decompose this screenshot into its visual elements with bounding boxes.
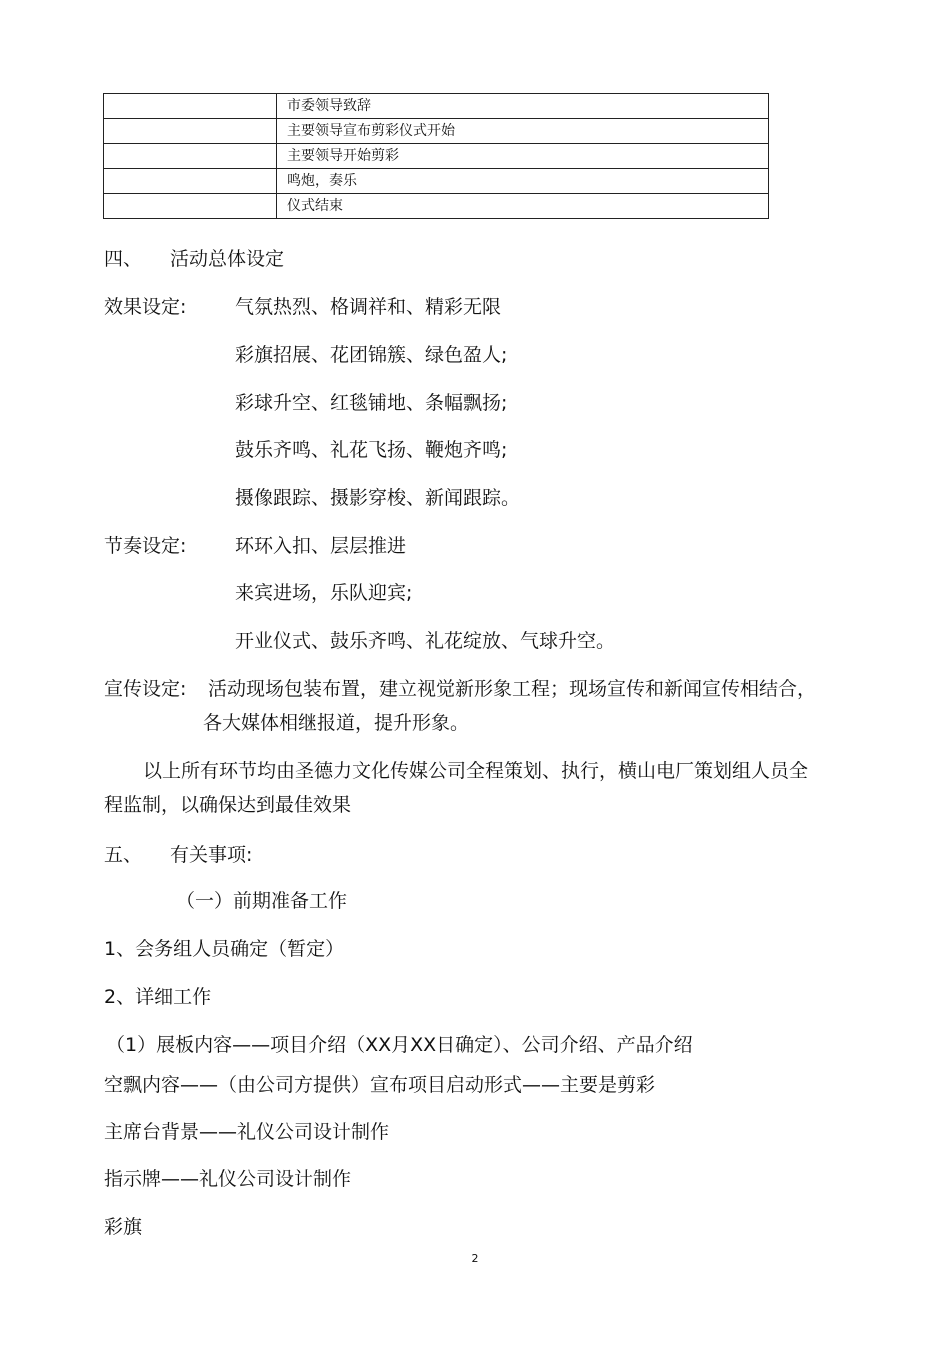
promo-line: 活动现场包装布置，建立视觉新形象工程；现场宣传和新闻宣传相结合， — [208, 678, 817, 700]
effect-line: 摄像跟踪、摄影穿梭、新闻跟踪。 — [235, 487, 521, 509]
schedule-table — [103, 93, 769, 219]
detail-line: 彩旗 — [104, 1216, 143, 1238]
promo-line: 各大媒体相继报道，提升形象。 — [203, 712, 470, 734]
section4-title: 活动总体设定 — [170, 248, 285, 270]
table-cell-empty — [104, 194, 277, 219]
detail-line: （1）展板内容——项目介绍（XX月XX日确定）、公司介绍、产品介绍 — [106, 1034, 693, 1056]
rhythm-line: 开业仪式、鼓乐齐鸣、礼花绽放、气球升空。 — [235, 630, 616, 652]
promo-label: 宣传设定: — [104, 678, 187, 700]
summary-line: 程监制，以确保达到最佳效果 — [104, 794, 352, 816]
detail-line: 空飘内容——（由公司方提供）宣布项目启动形式——主要是剪彩 — [104, 1074, 656, 1096]
table-cell-empty — [104, 169, 277, 194]
effect-line: 鼓乐齐鸣、礼花飞扬、鞭炮齐鸣; — [235, 439, 508, 461]
list-item: 2、详细工作 — [104, 986, 212, 1008]
effect-line: 彩旗招展、花团锦簇、绿色盈人; — [235, 344, 508, 366]
sub-heading: （一）前期准备工作 — [176, 890, 348, 912]
table-cell-item: 主要领导开始剪彩 — [277, 144, 769, 169]
detail-line: 主席台背景——礼仪公司设计制作 — [104, 1121, 390, 1143]
list-item: 1、会务组人员确定（暂定） — [104, 938, 345, 960]
table-row — [104, 119, 769, 144]
table-cell-empty — [104, 94, 277, 119]
section5-title: 有关事项: — [170, 844, 253, 866]
table-row — [104, 194, 769, 219]
detail-line: 指示牌——礼仪公司设计制作 — [104, 1168, 352, 1190]
page-number: 2 — [471, 1252, 479, 1265]
table-row — [104, 144, 769, 169]
table-row — [104, 169, 769, 194]
effect-label: 效果设定: — [104, 296, 187, 318]
section4-number: 四、 — [104, 248, 143, 270]
summary-line: 以上所有环节均由圣德力文化传媒公司全程策划、执行，横山电厂策划组人员全 — [143, 760, 809, 782]
rhythm-label: 节奏设定: — [104, 535, 187, 557]
rhythm-line: 环环入扣、层层推进 — [235, 535, 407, 557]
table-cell-item: 主要领导宣布剪彩仪式开始 — [277, 119, 769, 144]
table-cell-item: 鸣炮，奏乐 — [277, 169, 769, 194]
effect-line: 气氛热烈、格调祥和、精彩无限 — [235, 296, 502, 318]
table-cell-item: 仪式结束 — [277, 194, 769, 219]
table-cell-item: 市委领导致辞 — [277, 94, 769, 119]
table-cell-empty — [104, 144, 277, 169]
section5-number: 五、 — [104, 844, 143, 866]
table-row — [104, 94, 769, 119]
effect-line: 彩球升空、红毯铺地、条幅飘扬; — [235, 392, 508, 414]
rhythm-line: 来宾进场，乐队迎宾; — [235, 582, 413, 604]
table-cell-empty — [104, 119, 277, 144]
